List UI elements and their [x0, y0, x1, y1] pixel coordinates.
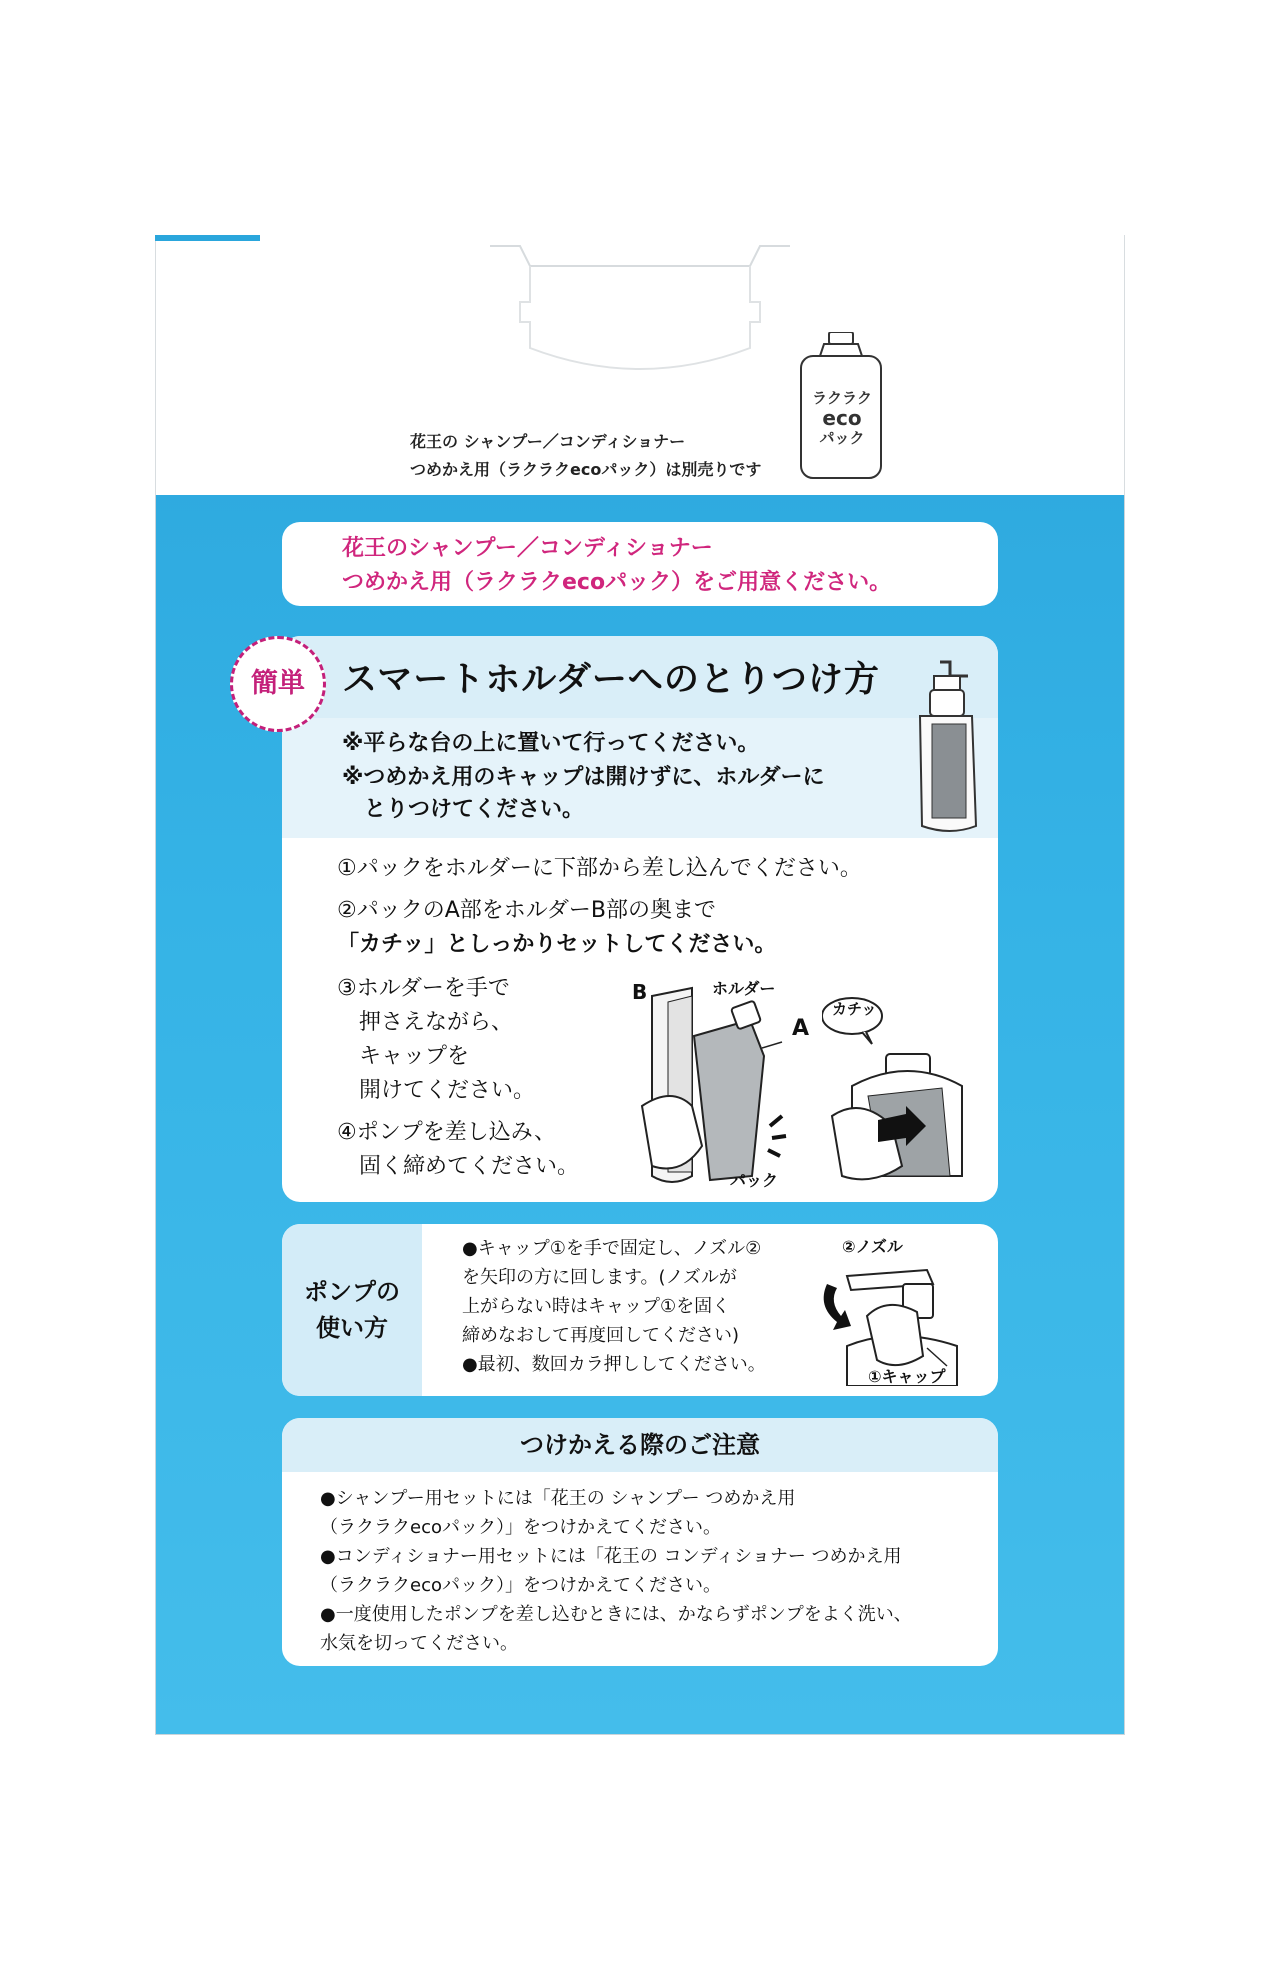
caution-body [320, 1484, 912, 1658]
caution-line: （ラクラクecoパック）」をつけかえてください。 [320, 1517, 721, 1538]
pump-text-line: 上がらない時はキャップ①を固く [462, 1296, 731, 1317]
pump-usage-header [282, 1224, 422, 1396]
pump-title-line: 使い方 [316, 1314, 388, 1342]
top-accent-strip [155, 235, 260, 241]
easy-badge: 簡単 [230, 636, 326, 732]
caution-line: （ラクラクecoパック）」をつけかえてください。 [320, 1575, 721, 1596]
caution-line: ●シャンプー用セットには「花王の シャンプー つめかえ用 [320, 1488, 796, 1509]
step-4-line: ④ポンプを差し込み、 [337, 1120, 557, 1145]
warning-line: ※つめかえ用のキャップは開けずに、ホルダーに [342, 765, 825, 790]
installation-guide-card [282, 636, 998, 1202]
warning-line: とりつけてください。 [342, 797, 585, 822]
bottle-label-line: ラクラク [811, 389, 872, 407]
prepare-refill-notice [282, 522, 998, 606]
caution-line: ●コンディショナー用セットには「花王の コンディショナー つめかえ用 [320, 1546, 902, 1567]
step-3-line: 押さえながら、 [337, 1010, 514, 1035]
pump-usage-title [282, 1274, 422, 1346]
step-3-line: キャップを [337, 1044, 470, 1069]
pump-text-line: ●キャップ①を手で固定し、ノズル② [462, 1238, 762, 1259]
smart-holder-illustration [910, 658, 990, 836]
hanger-tab-outline [490, 240, 790, 390]
guide-title: スマートホルダーへのとりつけ方 [342, 660, 880, 700]
step-2-line-2: 「カチッ」としっかりセットしてください。 [337, 932, 777, 957]
caution-line: 水気を切ってください。 [320, 1633, 518, 1654]
label-pack: パック [730, 1171, 779, 1190]
label-a: A [792, 1016, 810, 1041]
step-2-line-1: ②パックのA部をホルダーB部の奥まで [337, 898, 716, 923]
nozzle-label: ②ノズル [842, 1237, 903, 1256]
pump-text-line: ●最初、数回カラ押ししてください。 [462, 1354, 766, 1375]
refill-pack-label [800, 388, 884, 448]
step-3-line: 開けてください。 [337, 1078, 536, 1103]
caution-title: つけかえる際のご注意 [282, 1418, 998, 1472]
pump-usage-card [282, 1224, 998, 1396]
bottle-label-line: パック [819, 429, 865, 447]
note-line: つめかえ用（ラクラクecoパック）は別売りです [410, 460, 762, 479]
refill-sold-separately-note [410, 428, 790, 484]
insert-pack-illustration [632, 976, 802, 1196]
pump-text-line: 締めなおして再度回してください) [462, 1325, 740, 1346]
warning-line: ※平らな台の上に置いて行ってください。 [342, 731, 760, 756]
caution-line: ●一度使用したポンプを差し込むときには、かならずポンプをよく洗い、 [320, 1604, 912, 1625]
notice-line: つめかえ用（ラクラクecoパック）をご用意ください。 [342, 570, 892, 595]
note-line: 花王の シャンプー／コンディショナー [410, 432, 686, 451]
bottle-label-line: eco [822, 406, 862, 430]
step-3-line: ③ホルダーを手で [337, 976, 510, 1001]
notice-line: 花王のシャンプー／コンディショナー [342, 536, 713, 561]
pump-text-line: を矢印の方に回します。(ノズルが [462, 1267, 737, 1288]
pump-usage-text [462, 1234, 766, 1379]
step-1: ①パックをホルダーに下部から差し込んでください。 [337, 856, 862, 881]
pump-title-line: ポンプの [304, 1278, 400, 1306]
label-b: B [632, 980, 648, 1004]
label-holder: ホルダー [712, 979, 776, 998]
step-4-line: 固く締めてください。 [337, 1154, 580, 1179]
cap-label: ①キャップ [868, 1367, 946, 1386]
click-set-illustration [822, 996, 972, 1186]
notice-text [342, 532, 891, 600]
label-click: カチッ [832, 1000, 877, 1018]
replacement-caution-card [282, 1418, 998, 1666]
